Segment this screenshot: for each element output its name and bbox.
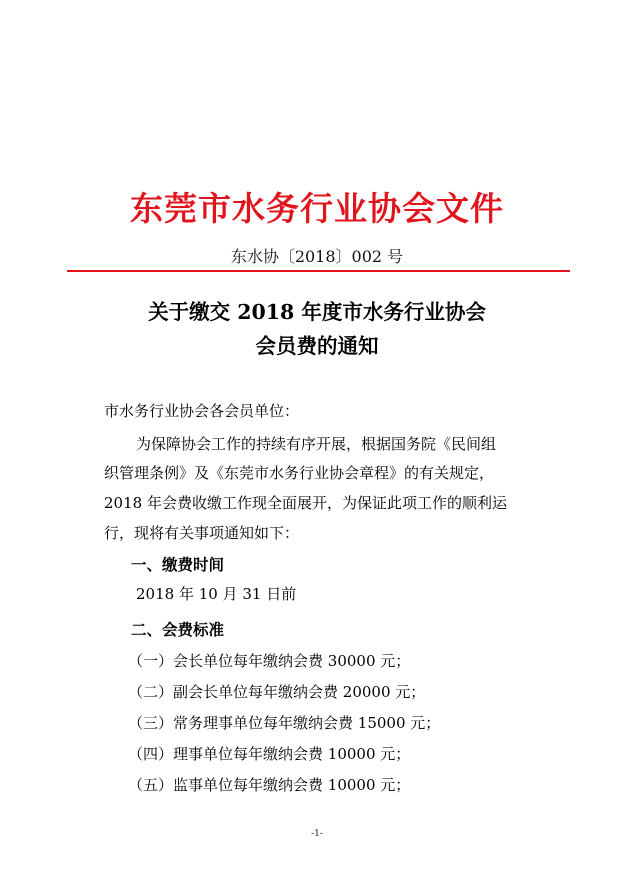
masthead-title: 东莞市水务行业协会文件 xyxy=(130,189,504,228)
notice-title-line-2: 会员费的通知 xyxy=(255,334,379,358)
fee-item: （四）理事单位每年缴纳会费 10000 元； xyxy=(128,745,411,763)
page-number: -1- xyxy=(311,829,323,839)
fee-item: （五）监事单位每年缴纳会费 10000 元； xyxy=(128,776,411,794)
body-line-2: 织管理条例》及《东莞市水务行业协会章程》的有关规定， xyxy=(104,464,495,482)
body-line-1: 为保障协会工作的持续有序开展，根据国务院《民间组 xyxy=(136,435,497,453)
body-line-4: 行，现将有关事项通知如下： xyxy=(104,524,300,542)
fee-item: （二）副会长单位每年缴纳会费 20000 元； xyxy=(128,683,426,701)
red-divider-line xyxy=(67,270,570,272)
document-number: 东水协〔2018〕002 号 xyxy=(230,247,404,266)
section-1-heading: 一、缴费时间 xyxy=(131,556,225,574)
notice-title-line-1: 关于缴交 2018 年度市水务行业协会 xyxy=(148,300,486,324)
section-2-heading: 二、会费标准 xyxy=(131,621,225,639)
fee-item: （一）会长单位每年缴纳会费 30000 元； xyxy=(128,652,411,670)
section-1-text: 2018 年 10 月 31 日前 xyxy=(136,585,297,603)
body-line-3: 2018 年会费收缴工作现全面展开，为保证此项工作的顺利运 xyxy=(104,494,507,512)
salutation: 市水务行业协会各会员单位： xyxy=(104,402,300,420)
fee-item: （三）常务理事单位每年缴纳会费 15000 元； xyxy=(128,714,441,732)
